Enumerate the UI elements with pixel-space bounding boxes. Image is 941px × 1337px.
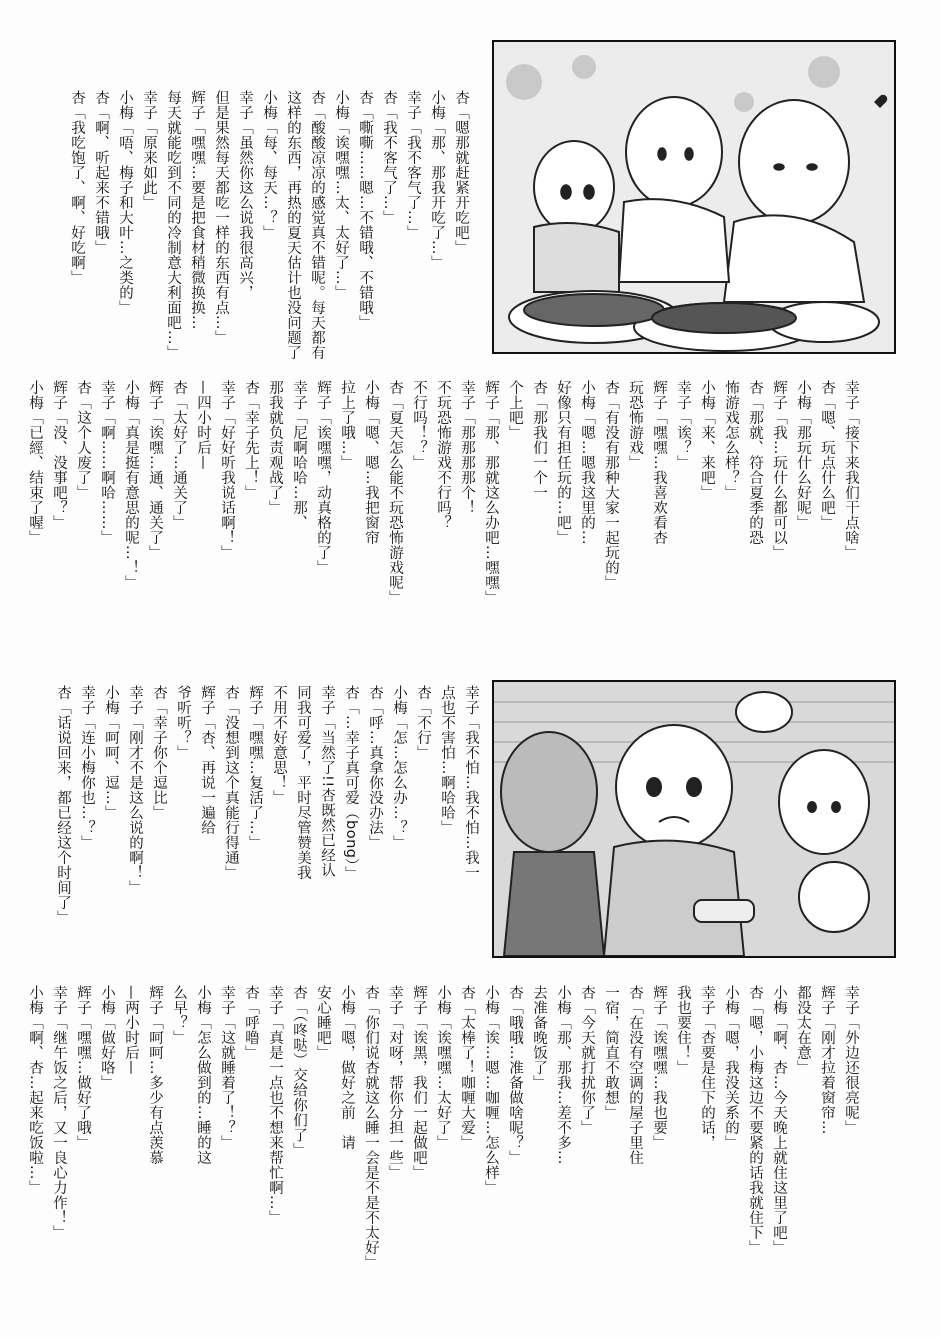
- dialogue-line: 幸子「尼啊哈哈…那、: [291, 380, 307, 530]
- dialogue-line: 小梅「呵呵、逗…」: [103, 685, 119, 820]
- dialogue-line: 杏「没想到这个真能行得通」: [223, 685, 239, 880]
- dialogue-line: 杏「那就、符合夏季的恐: [747, 380, 763, 545]
- dialogue-line: 杏「今天就打扰你了」: [579, 985, 595, 1135]
- dialogue-line: 杏「你们说杏就这么睡一会是不是不太好」: [363, 985, 379, 1270]
- dialogue-line: 怖游戏怎么样？」: [723, 380, 739, 500]
- dialogue-line: 那我就负责观战了」: [267, 380, 283, 515]
- dialogue-line: 去准备晚饭了」: [531, 985, 547, 1090]
- dialogue-line: 幸子「接下来我们干点啥」: [843, 380, 859, 560]
- dialogue-line: 杏「幸子你个逗比」: [151, 685, 167, 820]
- dialogue-line: 辉子「诶嘿嘿…我也要」: [651, 985, 667, 1150]
- dialogue-line: 幸子「对呀，帮你分担一些」: [387, 985, 403, 1180]
- dialogue-line: 杏「有没有那种大家一起玩的」: [603, 380, 619, 590]
- dialogue-line: 幸子「连小梅你也…？」: [79, 685, 95, 850]
- dialogue-line: 幸子「当然了!!杏既然已经认: [319, 685, 335, 878]
- dialogue-line: 这样的东西，再热的夏天估计也没问题了: [285, 90, 301, 360]
- dialogue-line: 杏「太好了…通关了」: [171, 380, 187, 530]
- dialogue-line: 杏「呼噜」: [243, 985, 259, 1060]
- dialogue-line: 杏「呼…真拿你没办法」: [367, 685, 383, 850]
- dialogue-line: 小梅「啊、杏…今天晚上就住这里了吧」: [771, 985, 787, 1255]
- dialogue-line: 辉子「没、没事吧？」: [51, 380, 67, 530]
- dialogue-line: 幸子「我不客气了…」: [405, 90, 421, 240]
- dialogue-line: 安心睡吧」: [315, 985, 331, 1060]
- dialogue-line: 幸子「原来如此」: [141, 90, 157, 210]
- dialogue-line: 幸子「外边还很亮呢」: [843, 985, 859, 1135]
- dialogue-line: 辉子「我…玩什么都可以」: [771, 380, 787, 560]
- dialogue-line: 杏「在没有空调的屋子里住: [627, 985, 643, 1165]
- dialogue-block-mid-top: [27, 380, 860, 650]
- dialogue-line: 幸子「真是一点也不想来帮忙啊…」: [267, 985, 283, 1225]
- dialogue-line: —两小时后—: [123, 985, 139, 1075]
- dialogue-line: 辉子「嘿嘿…我喜欢看杏: [651, 380, 667, 545]
- dialogue-line: 小梅「来、来吧」: [699, 380, 715, 500]
- dialogue-line: —四小时后—: [195, 380, 211, 470]
- dialogue-line: 小梅「嗯，我没关系的」: [723, 985, 739, 1150]
- dialogue-line: 杏「哦哦…准备做啥呢？」: [507, 985, 523, 1165]
- dialogue-line: 小梅「诶嘿嘿…太好了」: [435, 985, 451, 1150]
- dialogue-block-top-left: [69, 90, 470, 390]
- dialogue-line: 但是果然每天都吃一样的东西有点…」: [213, 90, 229, 345]
- dialogue-line: 拉上了哦…」: [339, 380, 355, 470]
- dialogue-line: 杏「幸子先上！」: [243, 380, 259, 500]
- dialogue-line: 辉子「刚才拉着窗帘…: [819, 985, 835, 1135]
- dialogue-line: 幸子「诶？」: [675, 380, 691, 470]
- dialogue-line: 杏「太棒了！咖喱大爱」: [459, 985, 475, 1150]
- dialogue-line: 幸子「好好听我说话啊！」: [219, 380, 235, 560]
- dialogue-line: 辉子「嘿嘿…要是把食材稍微换换…: [189, 90, 205, 330]
- dialogue-line: 小梅「每、每天…？」: [261, 90, 277, 240]
- dialogue-line: 辉子「呵呵…多少有点羡慕: [147, 985, 163, 1165]
- dialogue-line: 杏「这个人废了」: [75, 380, 91, 500]
- dialogue-line: 幸子「继午饭之后，又一良心力作！」: [51, 985, 67, 1240]
- dialogue-line: 个上吧」: [507, 380, 523, 440]
- dialogue-line: 辉子「诶嘿嘿，动真格的了」: [315, 380, 331, 575]
- dialogue-line: 么早？」: [171, 985, 187, 1045]
- dialogue-line: 幸子「啊……啊哈……」: [99, 380, 115, 545]
- dialogue-line: 杏「嘶嘶……嗯…不错哦、不错哦」: [357, 90, 373, 330]
- dialogue-line: 杏「不行」: [415, 685, 431, 760]
- dialogue-line: 小梅「已經、结束了喔」: [27, 380, 43, 545]
- gaming-illustration: [494, 682, 894, 956]
- dialogue-line: 小梅「怎么做到的…睡的这: [195, 985, 211, 1165]
- dialogue-block-mid-bottom: [55, 685, 480, 955]
- dialogue-line: 小梅「真是挺有意思的呢…！」: [123, 380, 139, 590]
- dialogue-line: 小梅「唔、梅子和大叶…之类的」: [117, 90, 133, 315]
- dialogue-line: 幸子「这就睡着了！？」: [219, 985, 235, 1150]
- dialogue-line: 小梅「那玩什么好呢」: [795, 380, 811, 530]
- dialogue-line: 一宿，简直不敢想」: [603, 985, 619, 1120]
- dialogue-line: 小梅「嗯，做好之前 请: [339, 985, 355, 1150]
- dialogue-line: 小梅「诶…嗯…咖喱…怎么样」: [483, 985, 499, 1195]
- dialogue-line: 辉子「诶黑，我们一起做吧」: [411, 985, 427, 1180]
- dialogue-line: 辉子「嘿嘿…做好了哦」: [75, 985, 91, 1150]
- dialogue-line: 杏「酸酸凉凉的感觉真不错呢。每天都有: [309, 90, 325, 360]
- dialogue-line: 辉子「那、那就这么办吧…嘿嘿」: [483, 380, 499, 605]
- dialogue-line: 小梅「啊、杏…起来吃饭啦…」: [27, 985, 43, 1195]
- dialogue-line: 每天就能吃到不同的冷制意大利面吧…」: [165, 90, 181, 360]
- dialogue-line: 幸子「刚才不是这么说的啊！」: [127, 685, 143, 895]
- dialogue-line: 杏「啊、听起来不错哦」: [93, 90, 109, 255]
- dialogue-line: 点也不害怕…啊哈哈」: [439, 685, 455, 835]
- dialogue-line: 好像只有担任玩的…吧」: [555, 380, 571, 545]
- dialogue-line: 小梅「那、那我…差不多…: [555, 985, 571, 1165]
- dialogue-line: 不玩恐怖游戏不行吗？: [435, 380, 451, 530]
- dialogue-line: 玩恐怖游戏」: [627, 380, 643, 470]
- dialogue-line: 小梅「嗯、嗯…我把窗帘: [363, 380, 379, 545]
- manga-panel-gaming: [492, 680, 896, 958]
- dialogue-block-bottom: [27, 985, 860, 1305]
- dialogue-line: 都没太在意」: [795, 985, 811, 1075]
- dialogue-line: 杏「嗯、玩点什么吧」: [819, 380, 835, 530]
- dialogue-line: 杏「嗯，小梅这边不要紧的话我就住下」: [747, 985, 763, 1255]
- dialogue-line: 幸子「我不怕…我不怕…我一: [463, 685, 479, 880]
- dialogue-line: 杏「…幸子真可爱（bong）」: [343, 685, 359, 882]
- dinner-illustration: [494, 42, 894, 352]
- dialogue-line: 不用不好意思！」: [271, 685, 287, 805]
- dialogue-line: 小梅「诶嘿嘿…太、太好了…」: [333, 90, 349, 300]
- dialogue-line: 同我可爱了，平时尽管赞美我: [295, 685, 311, 880]
- dialogue-line: 杏「我不客气了…」: [381, 90, 397, 225]
- dialogue-line: 幸子「虽然你这么说我很高兴，: [237, 90, 253, 300]
- dialogue-line: 杏「我吃饱了、啊、好吃啊」: [69, 90, 85, 285]
- dialogue-line: 辉子「诶嘿…通、通关了」: [147, 380, 163, 560]
- dialogue-line: 我也要住！」: [675, 985, 691, 1075]
- dialogue-line: 辉子「嘿嘿…复活了…」: [247, 685, 263, 850]
- dialogue-line: 辉子「杏、再说一遍给: [199, 685, 215, 835]
- dialogue-line: 不行吗！？」: [411, 380, 427, 470]
- dialogue-line: 杏「嗯那就赶紧开吃吧」: [453, 90, 469, 255]
- dialogue-line: 小梅「做好咯」: [99, 985, 115, 1090]
- dialogue-line: 幸子「杏要是住下的话，: [699, 985, 715, 1150]
- dialogue-line: 杏「夏天怎么能不玩恐怖游戏呢」: [387, 380, 403, 605]
- manga-panel-dinner: [492, 40, 896, 354]
- dialogue-line: 爷听听？」: [175, 685, 191, 760]
- dialogue-line: 小梅「嗯…嗯我这里的…: [579, 380, 595, 545]
- dialogue-line: 小梅「那、那我开吃了…」: [429, 90, 445, 270]
- dialogue-line: 幸子「那那那那个！: [459, 380, 475, 515]
- dialogue-line: 杏「（咚哒）交给你们了」: [291, 985, 307, 1158]
- dialogue-line: 杏「那我们一个一: [531, 380, 547, 500]
- dialogue-line: 杏「话说回来，都已经这个时间了」: [55, 685, 71, 925]
- dialogue-line: 小梅「怎…怎么办…？」: [391, 685, 407, 850]
